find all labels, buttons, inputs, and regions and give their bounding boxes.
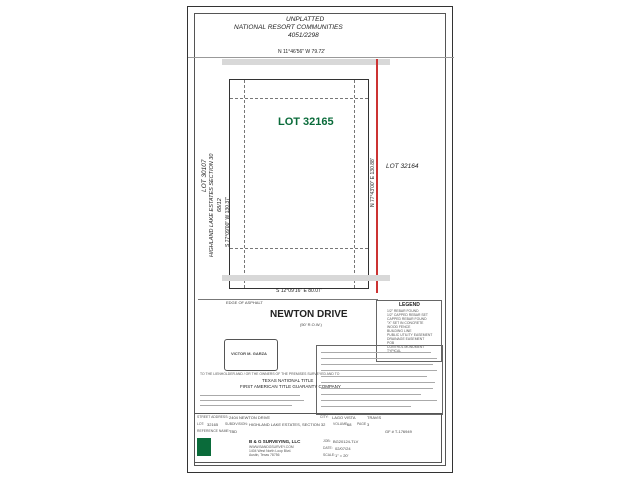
county-value: TRAVIS xyxy=(367,415,382,420)
scale-label: SCALE: xyxy=(323,453,336,457)
volpage-label: 4051/2298 xyxy=(288,32,319,39)
fence-line xyxy=(376,59,378,293)
firm-address: 1404 West North Loop Blvd. xyxy=(249,449,292,453)
street-row: (50' R.O.W.) xyxy=(300,322,322,327)
legend-item: PUBLIC UTILITY EASEMENT xyxy=(387,333,433,337)
national-label: NATIONAL RESORT COMMUNITIES xyxy=(234,24,343,31)
firm-logo xyxy=(197,438,211,456)
lot-outline xyxy=(229,79,369,289)
lot-label: LOT 32165 xyxy=(278,116,334,128)
building-line-right xyxy=(354,80,355,288)
firm-city: Austin, Texas 78756 xyxy=(249,453,280,457)
right-bearing: N 77°43'00" E 130.88' xyxy=(370,158,376,207)
top-bearing: N 11°46'56" W 79.72' xyxy=(278,49,326,55)
job-label: JOB: xyxy=(323,439,331,443)
bottom-easement xyxy=(222,275,390,281)
unplatted-label: UNPLATTED xyxy=(286,16,325,23)
certify-title-co2: FIRST AMERICAN TITLE GUARANTY COMPANY xyxy=(240,384,341,389)
city-value: LAGO VISTA xyxy=(332,415,356,420)
legend-item: DRAINAGE EASEMENT xyxy=(387,337,425,341)
certify-title-co: TEXAS NATIONAL TITLE xyxy=(262,378,314,383)
page-value: 3 xyxy=(367,422,370,427)
legend-item: TYPICAL xyxy=(387,349,402,353)
title-block xyxy=(194,413,442,463)
address-value: 2404 NEWTON DRIVE xyxy=(229,415,271,420)
job-value: BG20124-TLV xyxy=(333,439,359,444)
notes-box xyxy=(316,345,443,415)
certify-line: TO THE LIENHOLDER AND / OR THE OWNERS OF THE PREMISES SURVEYED AND TO xyxy=(200,372,340,376)
firm-name: B & G SURVEYING, LLC xyxy=(249,439,301,444)
legend-item: 1/2" REBAR FOUND xyxy=(387,309,419,313)
legend-item: CAPPED REBAR FOUND xyxy=(387,317,427,321)
legend-item: CONTROL MONUMENT xyxy=(387,345,425,349)
firm-web: WWW.BANDGSURVEY.COM xyxy=(249,445,294,449)
legend-item: "X" SET IN CONCRETE xyxy=(387,321,424,325)
building-line-bottom xyxy=(230,248,368,249)
scale-value: 1" = 20' xyxy=(335,453,349,458)
surveyor-name: VICTOR M. GARZA xyxy=(231,351,267,356)
survey-sheet xyxy=(187,6,453,473)
left-subdivision-label: HIGHLAND LAKE ESTATES SECTION 30 xyxy=(209,153,215,257)
sub-label: SUBDIVISION: xyxy=(225,422,248,426)
city-label: CITY: xyxy=(320,415,329,419)
page-label: PAGE xyxy=(357,422,367,426)
building-line-left xyxy=(244,80,245,288)
left-bearing: S 77°09'00" W 130.37' xyxy=(225,197,231,247)
building-line-top xyxy=(230,98,368,99)
legend-item: 1/2" CAPPED REBAR SET xyxy=(387,313,428,317)
lot-label-tb: LOT: xyxy=(197,422,205,426)
sub-value: HIGHLAND LAKE ESTATES, SECTION 32 xyxy=(249,422,326,427)
right-lot-label: LOT 32164 xyxy=(386,163,419,170)
surveyor-seal xyxy=(224,339,278,371)
bottom-bearing: S 12°09'16" E 80.07' xyxy=(276,288,322,294)
legend-item: WOOD FENCE xyxy=(387,325,411,329)
top-boundary-ext xyxy=(188,57,454,58)
legend-title: LEGEND xyxy=(399,302,420,308)
legend-item: BUILDING LINE xyxy=(387,329,412,333)
left-lot-label: LOT 30107 xyxy=(201,159,208,192)
legend-item: POB xyxy=(387,341,395,345)
volume-label: VOLUME: xyxy=(333,422,349,426)
left-plat-label: 68/12 xyxy=(217,198,223,212)
address-label: STREET ADDRESS: xyxy=(197,415,229,419)
volume-value: 68 xyxy=(347,422,352,427)
ref-value: TBD xyxy=(229,429,237,434)
edge-asphalt-line xyxy=(198,299,378,300)
ref-label: REFERENCE NAME: xyxy=(197,429,230,433)
street-name: NEWTON DRIVE xyxy=(270,309,348,320)
date-value: 02/07/24 xyxy=(335,446,351,451)
date-label: DATE: xyxy=(323,446,333,450)
top-easement xyxy=(222,59,390,65)
gf-number: GF # T-176949 xyxy=(385,429,412,434)
lot-value-tb: 32165 xyxy=(207,422,219,427)
edge-asphalt-label: EDGE OF ASPHALT xyxy=(226,300,263,305)
